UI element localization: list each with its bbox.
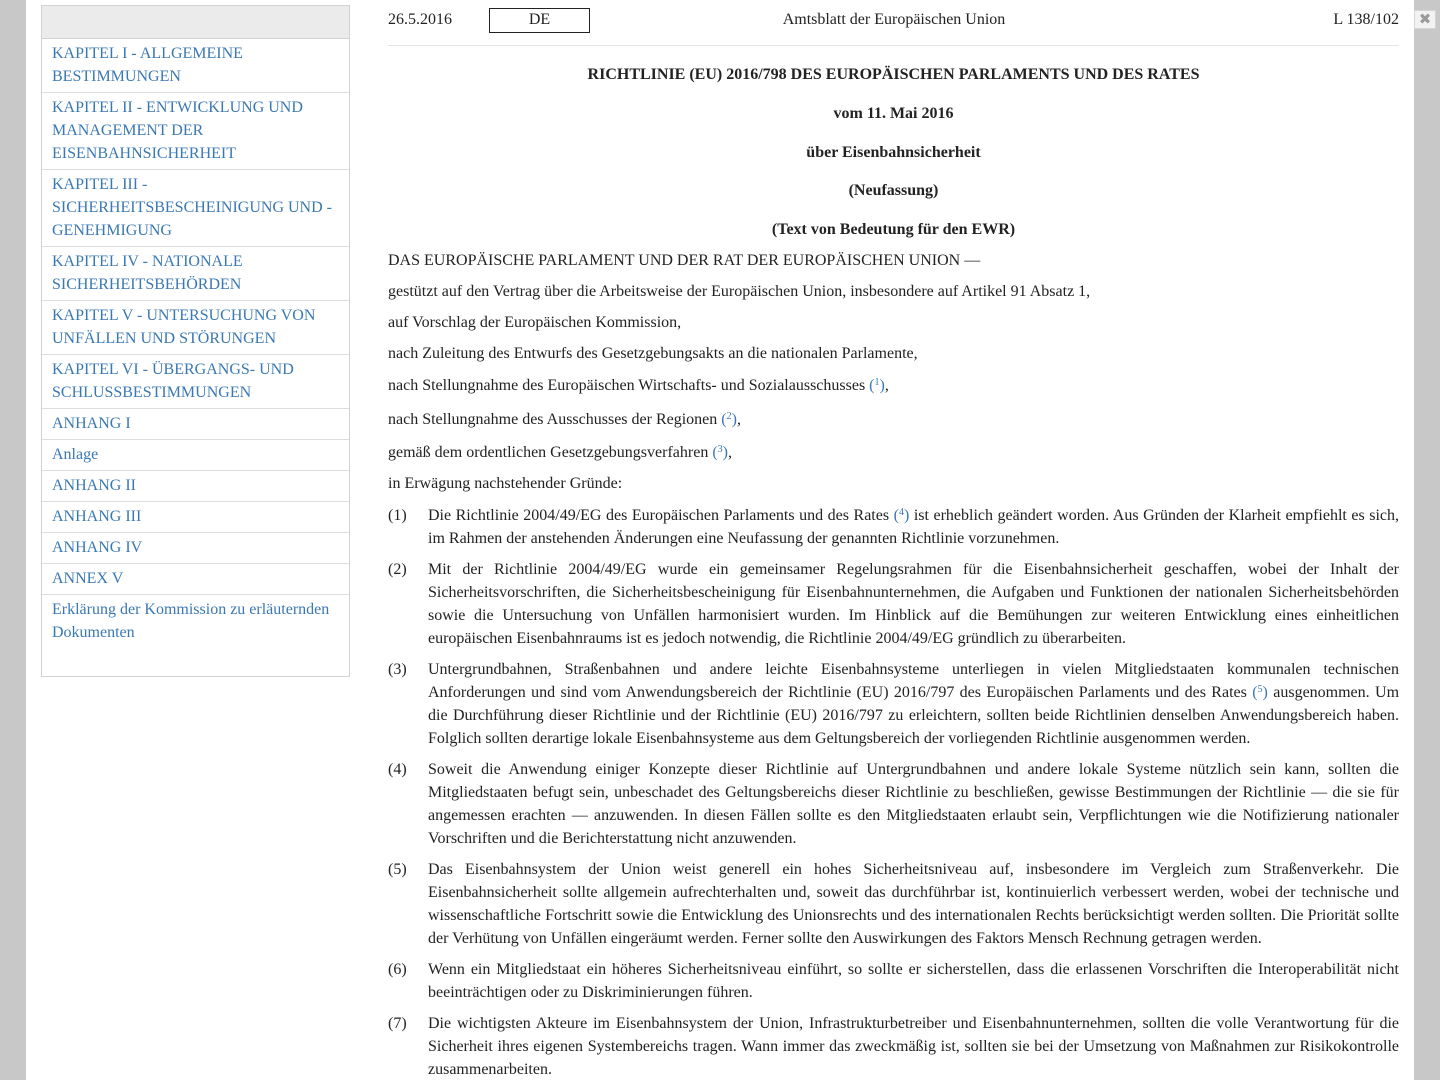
recital-6 (388, 958, 1399, 1004)
toc-item-anhang-2[interactable]: ANHANG II (42, 471, 349, 502)
recital-7 (388, 1012, 1399, 1080)
toc-item-kapitel-3[interactable]: KAPITEL III - SICHERHEITSBESCHEINIGUNG UND -GENEHMIGUNG (42, 170, 349, 247)
preamble-recitals-intro: in Erwägung nachstehender Gründe: (388, 475, 623, 492)
toc-item-anhang-1[interactable]: ANHANG I (42, 409, 349, 440)
document-subject: über Eisenbahnsicherheit (806, 144, 981, 161)
footnote-number: 3 (717, 444, 723, 455)
table-of-contents (41, 5, 350, 677)
recital-5 (388, 858, 1399, 950)
page (26, 0, 1414, 1080)
recital-3 (388, 658, 1399, 750)
preamble-regions-text: nach Stellungnahme des Ausschusses der Regionen (388, 411, 718, 428)
preamble-procedure: gemäß dem ordentlichen Gesetzgebungsverfahren ($^3$), (388, 444, 732, 461)
recital-1 (388, 504, 1399, 550)
document-title: RICHTLINIE (EU) 2016/798 DES EUROPÄISCHEN PARLAMENTS UND DES RATES (587, 66, 1200, 83)
recital-number: (3) (388, 661, 407, 678)
preamble-intro: DAS EUROPÄISCHE PARLAMENT UND DER RAT DER EUROPÄISCHEN UNION — (388, 252, 981, 269)
journal-title: Amtsblatt der Europäischen Union (782, 11, 1006, 28)
toc-item-kapitel-2[interactable]: KAPITEL II - ENTWICKLUNG UND MANAGEMENT DER EISENBAHNSICHERHEIT (42, 93, 349, 170)
recital-text: Das Eisenbahnsystem der Union weist generell ein hohes Sicherheitsniveau auf, insbesondere im Vergleich zum Straßenverkehr. Die Eisenbahnsicherheit sollte allgemein aufrechterhalten und, soweit das durchführbar ist, kontinuierlich verbessert werden, wobei der technische und wissenschaftliche Fortschritt sowie die Entwicklung des Unionsrechts und des internationalen Rechts berücksichtigt werden sollten. Die Priorität sollte der Verhütung von Unfällen eingeräumt werden. Ferner sollte den Auswirkungen des Faktors Mensch Rechnung getragen werden. (428, 861, 1399, 947)
recital-text: Mit der Richtlinie 2004/49/EG wurde ein gemeinsamer Regelungsrahmen für die Eisenbahnsicherheit geschaffen, wobei der Inhalt der Sicherheitsvorschriften, die Sicherheitsbescheinigung für Eisenbahnunternehmen, die Aufgaben und Funktionen der nationalen Sicherheitsbehörden sowie die Untersuchung von Unfällen harmonisiert wurden. Im Hinblick auf die Bemühungen zur weiteren Entwicklung eines einheitlichen europäischen Eisenbahnraums ist es jedoch notwendig, die Richtlinie 2004/49/EG gründlich zu überarbeiten. (428, 561, 1399, 647)
document-date: vom 11. Mai 2016 (833, 105, 954, 122)
close-icon[interactable]: ✖ (1414, 10, 1436, 29)
footnote-link-3[interactable]: ($^3$) (712, 444, 728, 461)
footnote-link-1[interactable]: ($^1$) (869, 377, 885, 394)
document-eea: (Text von Bedeutung für den EWR) (771, 221, 1016, 238)
footnote-number: 2 (726, 411, 732, 422)
toc-list (42, 39, 349, 648)
toc-header (42, 6, 349, 39)
preamble-proposal: auf Vorschlag der Europäischen Kommission, (388, 314, 682, 331)
toc-item-kapitel-6[interactable]: KAPITEL VI - ÜBERGANGS- UND SCHLUSSBESTIMMUNGEN (42, 355, 349, 409)
document (388, 0, 1399, 1080)
toc-item-anlage[interactable]: Anlage (42, 440, 349, 471)
footnote-link-2[interactable]: ($^2$) (721, 411, 737, 428)
preamble-treaty: gestützt auf den Vertrag über die Arbeitsweise der Europäischen Union, insbesondere auf Artikel 91 Absatz 1, (388, 283, 1091, 300)
toc-item-annex-5[interactable]: ANNEX V (42, 564, 349, 595)
recital-4 (388, 758, 1399, 850)
toc-item-anhang-3[interactable]: ANHANG III (42, 502, 349, 533)
preamble-ewsa: nach Stellungnahme des Europäischen Wirtschafts- und Sozialausschusses ($^1$), (388, 377, 889, 394)
recital-number: (7) (388, 1015, 407, 1032)
toc-item-kapitel-5[interactable]: KAPITEL V - UNTERSUCHUNG VON UNFÄLLEN UND STÖRUNGEN (42, 301, 349, 355)
language-badge: DE (489, 8, 590, 33)
toc-item-erklaerung[interactable]: Erklärung der Kommission zu erläuternden Dokumenten (52, 601, 330, 641)
recital-text: Die wichtigsten Akteure im Eisenbahnsystem der Union, Infrastrukturbetreiber und Eisenbahnunternehmen, sollten die volle Verantwortung für die Sicherheit ihres eigenen Systembereichs tragen. Wann immer das zweckmäßig ist, sollten sie bei der Umsetzung von Maßnahmen zur Risikokontrolle zusammenarbeiten. (428, 1015, 1399, 1078)
preamble-parliaments: nach Zuleitung des Entwurfs des Gesetzgebungsakts an die nationalen Parlamente, (388, 345, 918, 362)
recital-text-part: ausgenommen. Um die Durchführung dieser Richtlinie und der Richtlinie (EU) 2016/797 zu erleichtern, sollten beide Richtlinien denselben Anwendungsbereich haben. Folglich sollten derartige lokale Eisenbahnsysteme aus dem Geltungsbereich der vorliegenden Richtlinie ausgenommen werden. (428, 684, 1400, 747)
document-recast: (Neufassung) (848, 182, 939, 199)
preamble-procedure-text: gemäß dem ordentlichen Gesetzgebungsverfahren (388, 444, 709, 461)
recital-number: (5) (388, 861, 407, 878)
journal-header (388, 0, 1399, 46)
toc-item-anhang-4[interactable]: ANHANG IV (42, 533, 349, 564)
footnote-number: 5 (1257, 684, 1263, 695)
recital-text-part: Untergrundbahnen, Straßenbahnen und andere leichte Eisenbahnsysteme unterliegen in vielen Mitgliedstaaten kommunalen technischen Anforderungen und sind vom Anwendungsbereich der Richtlinie (EU) 2016/797 des Europäischen Parlaments und des Rates (428, 661, 1399, 701)
recital-text: Wenn ein Mitgliedstaat ein höheres Sicherheitsniveau einführt, so sollte er sicherstellen, dass die erlassenen Vorschriften die Interoperabilität nicht beeinträchtigen oder zu Diskriminierungen führen. (428, 961, 1399, 1001)
recital-text (428, 658, 1399, 750)
recital-2 (388, 558, 1399, 650)
recital-number: (1) (388, 507, 407, 524)
footnote-link-5[interactable]: ($^5$) (1252, 684, 1268, 701)
preamble-ewsa-text: nach Stellungnahme des Europäischen Wirtschafts- und Sozialausschusses (388, 377, 866, 394)
toc-item-kapitel-4[interactable]: KAPITEL IV - NATIONALE SICHERHEITSBEHÖRDEN (42, 247, 349, 301)
footnote-link-4[interactable]: ($^4$) (893, 507, 910, 524)
publication-date: 26.5.2016 (388, 11, 452, 28)
toc-item-kapitel-1[interactable]: KAPITEL I - ALLGEMEINE BESTIMMUNGEN (42, 39, 349, 93)
footnote-number: 1 (874, 377, 880, 388)
preamble-regions: nach Stellungnahme des Ausschusses der Regionen ($^2$), (388, 411, 741, 428)
journal-reference: L 138/102 (1333, 11, 1399, 28)
recital-number: (4) (388, 761, 407, 778)
recital-text-part: ist erheblich geändert worden. Aus Gründen der Klarheit empfiehlt es sich, im Rahmen der anstehenden Änderungen eine Neufassung der genannten Richtlinie vorzunehmen. (428, 507, 1400, 547)
recital-number: (2) (388, 561, 407, 578)
recital-number: (6) (388, 961, 407, 978)
recital-text-part: Die Richtlinie 2004/49/EG des Europäischen Parlaments und des Rates (428, 507, 890, 524)
footnote-number: 4 (898, 507, 904, 518)
recital-text: Soweit die Anwendung einiger Konzepte dieser Richtlinie auf Untergrundbahnen und andere lokale Systeme nützlich sein kann, sollten die Mitgliedstaaten befugt sein, unbeschadet des Geltungsbereichs dieser Richtlinie zu beschließen, gewisse Bestimmungen der Richtlinie — die sie für angemessen erachten — anzuwenden. In diesen Fällen sollte es den Mitgliedstaaten erlaubt sein, Verpflichtungen wie die Notifizierung nationaler Vorschriften und die Berichterstattung nicht anzuwenden. (428, 761, 1399, 847)
recital-text (428, 504, 1399, 550)
